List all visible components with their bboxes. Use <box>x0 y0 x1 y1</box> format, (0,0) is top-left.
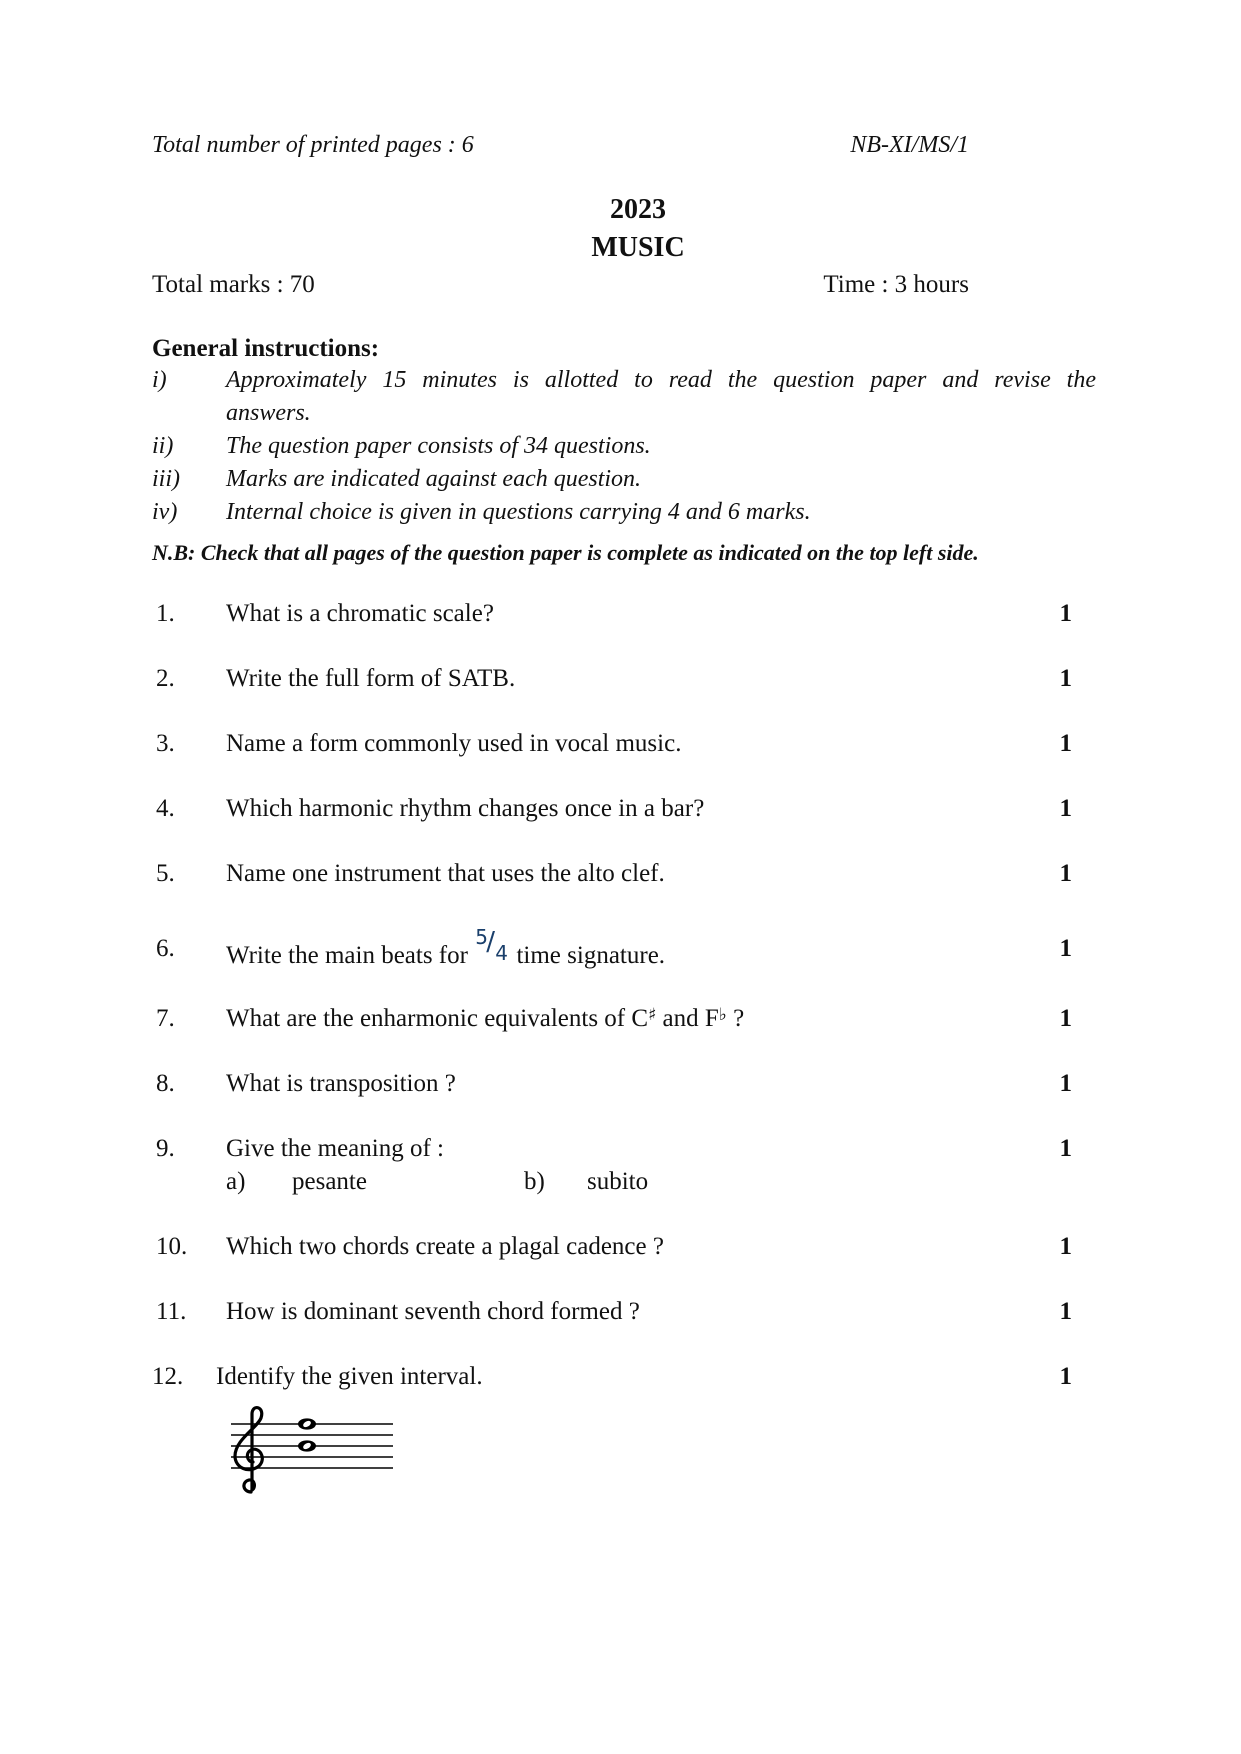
question-number: 10. <box>156 1233 188 1260</box>
whole-note-lower <box>298 1440 316 1451</box>
question-number: 5. <box>156 860 175 887</box>
question-text: Give the meaning of : <box>226 1135 444 1162</box>
question-text <box>226 925 666 970</box>
question-text: Identify the given interval. <box>216 1363 483 1390</box>
instruction-item <box>152 367 1096 397</box>
instruction-number: iv) <box>152 499 178 525</box>
question-text: Write the full form of SATB. <box>226 665 516 692</box>
sharp-icon: ♯ <box>648 1005 657 1025</box>
question-row <box>152 730 1072 764</box>
question-marks: 1 <box>1059 860 1072 887</box>
time-signature-icon <box>474 925 510 967</box>
time-signature-numerator: 5 <box>475 925 488 949</box>
sub-answer-b: subito <box>587 1168 649 1195</box>
question-text: Which harmonic rhythm changes once in a bar? <box>226 795 705 822</box>
question-marks: 1 <box>1059 1233 1072 1260</box>
question-number: 11. <box>156 1298 187 1325</box>
question-marks: 1 <box>1059 1363 1072 1390</box>
flat-icon: ♭ <box>718 1005 727 1025</box>
exam-subject: MUSIC <box>591 232 685 263</box>
question-text-before: Write the main beats for <box>226 942 468 969</box>
instruction-continuation <box>152 400 1096 430</box>
instruction-text: The question paper consists of 34 questions. <box>226 433 651 459</box>
pages-note: Total number of printed pages : 6 <box>152 132 474 158</box>
question-number: 12. <box>152 1363 184 1390</box>
instruction-item <box>152 466 1096 496</box>
question-marks: 1 <box>1059 665 1072 692</box>
instructions-title: General instructions: <box>152 335 380 362</box>
question-number: 7. <box>156 1005 175 1032</box>
question-row <box>152 1298 1072 1332</box>
question-row <box>152 1135 1072 1169</box>
question-marks: 1 <box>1059 730 1072 757</box>
exam-time: Time : 3 hours <box>823 271 969 298</box>
total-marks: Total marks : 70 <box>152 271 315 298</box>
question-row <box>152 1005 1072 1039</box>
instruction-number: i) <box>152 367 167 393</box>
exam-year: 2023 <box>610 194 666 225</box>
question-number: 9. <box>156 1135 175 1162</box>
question-number: 2. <box>156 665 175 692</box>
time-signature-slash: / <box>486 927 495 957</box>
question-text: Which two chords create a plagal cadence ? <box>226 1233 664 1260</box>
treble-clef-icon <box>235 1408 262 1492</box>
question-number: 6. <box>156 935 175 962</box>
question-text-after: time signature. <box>516 942 666 969</box>
question-text-after: ? <box>733 1005 745 1032</box>
question-number: 4. <box>156 795 175 822</box>
instruction-text: answers. <box>226 400 311 426</box>
question-number: 8. <box>156 1070 175 1097</box>
question-text: What is transposition ? <box>226 1070 456 1097</box>
question-text: Name a form commonly used in vocal music. <box>226 730 682 757</box>
question-text <box>226 1005 744 1033</box>
interval-staff <box>225 1400 395 1500</box>
question-row <box>152 860 1072 894</box>
question-marks: 1 <box>1059 935 1072 962</box>
question-text-before: What are the enharmonic equivalents of C <box>226 1005 649 1032</box>
question-row <box>152 1363 1072 1397</box>
time-signature-denominator: 4 <box>495 941 508 965</box>
whole-note-upper <box>298 1418 316 1429</box>
question-marks: 1 <box>1059 795 1072 822</box>
instruction-number: iii) <box>152 466 180 492</box>
instruction-text: Internal choice is given in questions carrying 4 and 6 marks. <box>226 499 811 525</box>
question-marks: 1 <box>1059 1070 1072 1097</box>
question-marks: 1 <box>1059 1298 1072 1325</box>
sub-label-a: a) <box>226 1168 246 1195</box>
instruction-text: Approximately 15 minutes is allotted to read the question paper and revise the <box>226 367 1096 393</box>
question-text: What is a chromatic scale? <box>226 600 494 627</box>
instruction-text: Marks are indicated against each question. <box>226 466 642 492</box>
question-row <box>152 925 1072 969</box>
question-marks: 1 <box>1059 1005 1072 1032</box>
question-marks: 1 <box>1059 1135 1072 1162</box>
question-text: How is dominant seventh chord formed ? <box>226 1298 640 1325</box>
paper-code: NB-XI/MS/1 <box>850 132 969 158</box>
question-row <box>152 1070 1072 1104</box>
question-text-mid: and F <box>662 1005 719 1032</box>
question-row <box>152 1233 1072 1267</box>
question-row <box>152 795 1072 829</box>
sub-answer-a: pesante <box>292 1168 367 1195</box>
question-marks: 1 <box>1059 600 1072 627</box>
question-number: 3. <box>156 730 175 757</box>
sub-label-b: b) <box>524 1168 545 1195</box>
instruction-item <box>152 433 1096 463</box>
nb-note: N.B: Check that all pages of the question paper is complete as indicated on the top left side. <box>152 540 979 565</box>
question-row <box>152 600 1072 634</box>
question-text: Name one instrument that uses the alto clef. <box>226 860 665 887</box>
instruction-number: ii) <box>152 433 174 459</box>
question-number: 1. <box>156 600 175 627</box>
instruction-item <box>152 499 1096 529</box>
question-row <box>152 665 1072 699</box>
